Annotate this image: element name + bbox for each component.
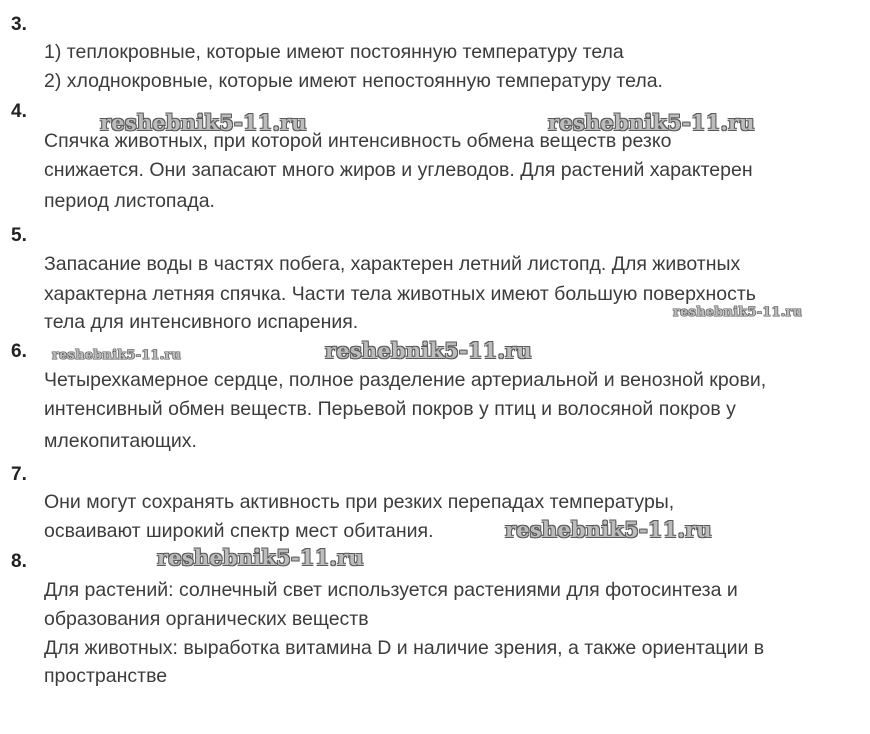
answer-line: характерна летняя спячка. Части тела животных имеют большую поверхность <box>44 283 756 305</box>
section-number-4: 4. <box>11 101 27 122</box>
answer-line: Спячка животных, при которой интенсивность обмена веществ резко <box>44 130 672 152</box>
answer-line: тела для интенсивного испарения. <box>44 311 359 333</box>
answer-line: Запасание воды в частях побега, характерен летний листопд. Для животных <box>44 253 741 275</box>
watermark: reshebnik5-11.ru <box>548 110 755 135</box>
section-number-8: 8. <box>11 551 27 572</box>
answer-line: Они могут сохранять активность при резких перепадах температуры, <box>44 491 675 513</box>
watermark: reshebnik5-11.ru <box>325 338 532 363</box>
section-number-5: 5. <box>11 225 27 246</box>
section-number-7: 7. <box>11 464 27 485</box>
watermark: reshebnik5-11.ru <box>52 348 182 363</box>
watermark: reshebnik5-11.ru <box>505 517 712 542</box>
watermark: reshebnik5-11.ru <box>157 545 364 570</box>
answer-line: пространстве <box>44 665 168 687</box>
answer-line: 1) теплокровные, которые имеют постоянную температуру тела <box>44 41 624 63</box>
watermark: reshebnik5-11.ru <box>673 305 803 320</box>
answer-line: период листопада. <box>44 190 215 212</box>
watermark: reshebnik5-11.ru <box>100 110 307 135</box>
section-number-3: 3. <box>11 14 27 35</box>
answer-line: осваивают широкий спектр мест обитания. <box>44 520 434 542</box>
answer-line: Для растений: солнечный свет используется растениями для фотосинтеза и <box>44 579 738 601</box>
answer-line: Четырехкамерное сердце, полное разделение артериальной и венозной крови, <box>44 369 767 391</box>
answer-line: интенсивный обмен веществ. Перьевой покров у птиц и волосяной покров у <box>44 398 736 420</box>
answer-line: 2) хлоднокровные, которые имеют непостоянную температуру тела. <box>44 70 663 92</box>
answer-line: снижается. Они запасают много жиров и углеводов. Для растений характерен <box>44 159 753 181</box>
section-number-6: 6. <box>11 341 27 362</box>
answer-line: Для животных: выработка витамина D и наличие зрения, а также ориентации в <box>44 637 765 659</box>
answer-line: млекопитающих. <box>44 430 197 452</box>
answer-line: образования органических веществ <box>44 608 369 630</box>
